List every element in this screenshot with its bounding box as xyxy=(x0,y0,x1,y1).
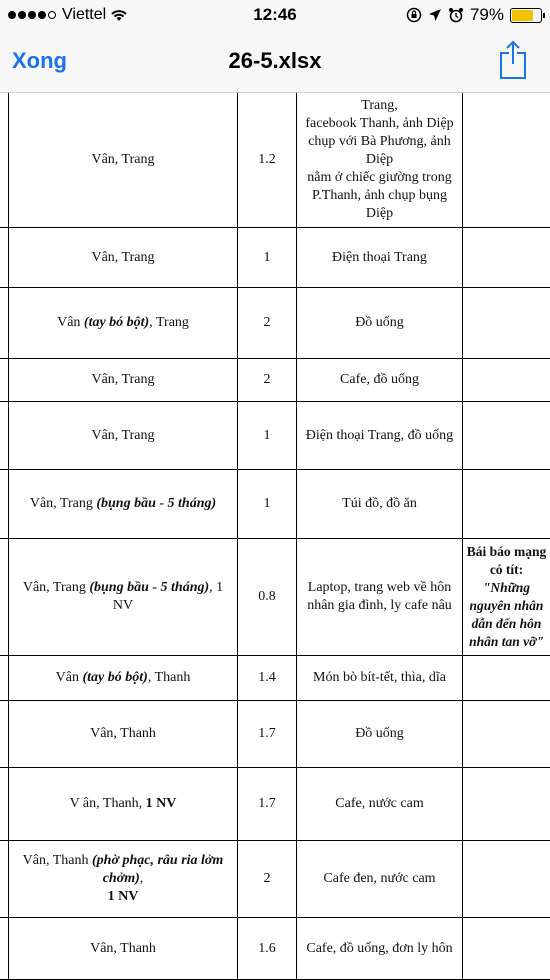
cell-content: Vân, Trang xyxy=(91,152,155,167)
c1-text: Vân, Thanh xyxy=(22,853,92,868)
c1-text: 1 NV xyxy=(145,796,177,811)
table-cell-c4[interactable] xyxy=(463,701,550,767)
table-row[interactable] xyxy=(0,470,550,539)
table-row[interactable] xyxy=(0,918,550,980)
cell-content: 2 xyxy=(263,315,271,330)
table-cell-c2[interactable] xyxy=(238,402,296,469)
location-icon xyxy=(428,8,442,22)
c1-text: Vân, Trang xyxy=(22,580,90,595)
status-bar xyxy=(0,0,550,30)
cell-content: Điện thoại Trang, đồ uống xyxy=(305,427,454,443)
table-cell-c2[interactable] xyxy=(238,841,296,917)
table-row[interactable] xyxy=(0,768,550,841)
table-cell-c3[interactable] xyxy=(297,656,462,700)
share-icon[interactable] xyxy=(498,40,528,80)
done-button[interactable]: Xong xyxy=(12,48,67,73)
cell-content: Vân, Trang xyxy=(91,372,155,387)
cell-content: 1.4 xyxy=(258,670,276,685)
clock: 12:46 xyxy=(253,5,297,24)
table-cell-c1[interactable] xyxy=(9,768,237,840)
table-cell-c4[interactable] xyxy=(463,288,550,358)
table-cell-c3[interactable] xyxy=(297,288,462,358)
c1-text: V ân, Thanh, xyxy=(69,796,146,811)
c4-text: Bái báo mạng có tít: xyxy=(466,544,547,577)
c1-text: , Thanh xyxy=(147,670,191,685)
c1-text: Vân xyxy=(55,670,83,685)
c1-text: , 1 NV xyxy=(112,580,224,613)
table-cell-c4[interactable] xyxy=(463,918,550,979)
cell-content: 1.7 xyxy=(258,796,276,811)
table-row[interactable] xyxy=(0,539,550,656)
table-cell-c1[interactable] xyxy=(9,656,237,700)
cell-content: Vân, Thanh xyxy=(90,940,156,956)
table-cell-c4[interactable] xyxy=(463,768,550,840)
table-cell-c4[interactable] xyxy=(463,841,550,917)
table-cell-c4[interactable] xyxy=(463,656,550,700)
c1-text: , Trang xyxy=(149,315,189,330)
table-cell-c1[interactable] xyxy=(9,93,237,227)
table-cell-c2[interactable] xyxy=(238,93,296,227)
cell-content xyxy=(20,579,226,615)
spreadsheet-view[interactable] xyxy=(0,93,550,980)
table-row[interactable] xyxy=(0,402,550,470)
document-title: 26-5.xlsx xyxy=(228,48,322,73)
cell-content: Điện thoại Trang xyxy=(332,249,427,265)
cell-content: 2 xyxy=(263,372,271,387)
table-cell-c1[interactable] xyxy=(9,359,237,401)
table-cell-c2[interactable] xyxy=(238,288,296,358)
table-cell-c2[interactable] xyxy=(238,701,296,767)
c1-text: (tay bó bột) xyxy=(83,315,150,330)
c4-text: "Những nguyên nhân dẫn đến hôn nhân tan vỡ" xyxy=(469,580,544,649)
table-cell-c3[interactable] xyxy=(297,539,462,655)
rotation-lock-icon xyxy=(406,7,422,23)
table-cell-c3[interactable] xyxy=(297,402,462,469)
table-cell-c3[interactable] xyxy=(297,470,462,538)
cell-content: Trang, facebook Thanh, ảnh Diệp chụp với Bà Phương, ảnh Diệp nằm ở chiếc giường trong P.Thanh, ảnh chụp bụng Diệp xyxy=(305,98,454,221)
cell-content: Laptop, trang web về hôn nhân gia đình, ly cafe nâu xyxy=(307,580,452,613)
cell-content: 2 xyxy=(263,871,271,886)
table-row[interactable] xyxy=(0,93,550,228)
table-cell-c1[interactable] xyxy=(9,539,237,655)
table-cell-c3[interactable] xyxy=(297,359,462,401)
table-row[interactable] xyxy=(0,359,550,402)
cell-content: 1 xyxy=(263,496,271,511)
cell-content: Vân, Trang xyxy=(91,249,155,265)
table-cell-c3[interactable] xyxy=(297,701,462,767)
table-cell-c2[interactable] xyxy=(238,359,296,401)
cell-content: Món bò bít-tết, thìa, dĩa xyxy=(313,670,446,685)
battery-percent: 79% xyxy=(469,5,504,24)
table-cell-c4[interactable] xyxy=(463,93,550,227)
cell-content xyxy=(464,543,550,651)
c1-text: 1 NV xyxy=(107,889,139,904)
c1-text: (bụng bầu - 5 tháng) xyxy=(89,580,210,595)
c1-text: , xyxy=(139,871,144,886)
table-cell-c4[interactable] xyxy=(463,470,550,538)
cell-content: Đồ uống xyxy=(355,726,404,741)
table-cell-c1[interactable] xyxy=(9,402,237,469)
cell-content xyxy=(54,314,192,332)
cell-content: 1.6 xyxy=(258,940,276,956)
cell-content xyxy=(67,795,180,813)
table-cell-c3[interactable] xyxy=(297,768,462,840)
table-cell-c4[interactable] xyxy=(463,402,550,469)
c1-text: (tay bó bột) xyxy=(82,670,148,685)
table-cell-c2[interactable] xyxy=(238,539,296,655)
cell-content: Cafe, đồ uống xyxy=(340,372,419,387)
c1-text: Vân xyxy=(57,315,84,330)
cell-content: Cafe, đồ uống, đơn ly hôn xyxy=(306,940,453,956)
table-cell-c2[interactable] xyxy=(238,918,296,979)
table-row[interactable] xyxy=(0,288,550,359)
cell-content: 1.2 xyxy=(258,152,276,167)
table-row[interactable] xyxy=(0,841,550,918)
cell-content: 1 xyxy=(263,427,271,443)
table-cell-c2[interactable] xyxy=(238,228,296,287)
table-cell-c2[interactable] xyxy=(238,470,296,538)
table-cell-c4[interactable] xyxy=(463,359,550,401)
cell-content: 1 xyxy=(263,249,271,265)
table-cell-c3[interactable] xyxy=(297,841,462,917)
alarm-icon xyxy=(448,7,464,23)
table-row[interactable] xyxy=(0,656,550,701)
table-row[interactable] xyxy=(0,228,550,288)
cell-content xyxy=(53,669,194,687)
table-cell-c4[interactable] xyxy=(463,228,550,287)
navigation-bar xyxy=(0,30,550,93)
table-cell-c4[interactable] xyxy=(463,539,550,655)
c1-text: Vân, Trang xyxy=(29,496,97,511)
c1-text: (bụng bầu - 5 tháng) xyxy=(96,496,217,511)
cell-content: Túi đồ, đồ ăn xyxy=(342,496,417,511)
cell-content xyxy=(27,495,219,513)
table-cell-c1[interactable] xyxy=(9,288,237,358)
table-cell-c1[interactable] xyxy=(9,918,237,979)
cell-content: Vân, Trang xyxy=(91,427,155,443)
table-cell-c2[interactable] xyxy=(238,768,296,840)
carrier-name: Viettel xyxy=(62,6,107,23)
battery-icon xyxy=(510,8,542,23)
table-cell-c3[interactable] xyxy=(297,228,462,287)
status-right xyxy=(406,5,542,25)
table-cell-c1[interactable] xyxy=(9,841,237,917)
cell-content: Vân, Thanh xyxy=(90,726,156,741)
cell-content xyxy=(20,852,227,906)
table-cell-c2[interactable] xyxy=(238,656,296,700)
table-cell-c3[interactable] xyxy=(297,93,462,227)
cell-content: 0.8 xyxy=(258,589,276,604)
battery-fill xyxy=(512,10,533,21)
table-cell-c3[interactable] xyxy=(297,918,462,979)
cell-content: Cafe, nước cam xyxy=(335,796,424,811)
cell-content: Đồ uống xyxy=(355,315,404,330)
table-cell-c1[interactable] xyxy=(9,228,237,287)
c1-text: (phờ phạc, râu ria lởm chởm) xyxy=(92,853,224,886)
table-row[interactable] xyxy=(0,701,550,768)
table-cell-c1[interactable] xyxy=(9,470,237,538)
cell-content: 1.7 xyxy=(258,726,276,741)
cell-content: Cafe đen, nước cam xyxy=(323,871,436,886)
table-cell-c1[interactable] xyxy=(9,701,237,767)
